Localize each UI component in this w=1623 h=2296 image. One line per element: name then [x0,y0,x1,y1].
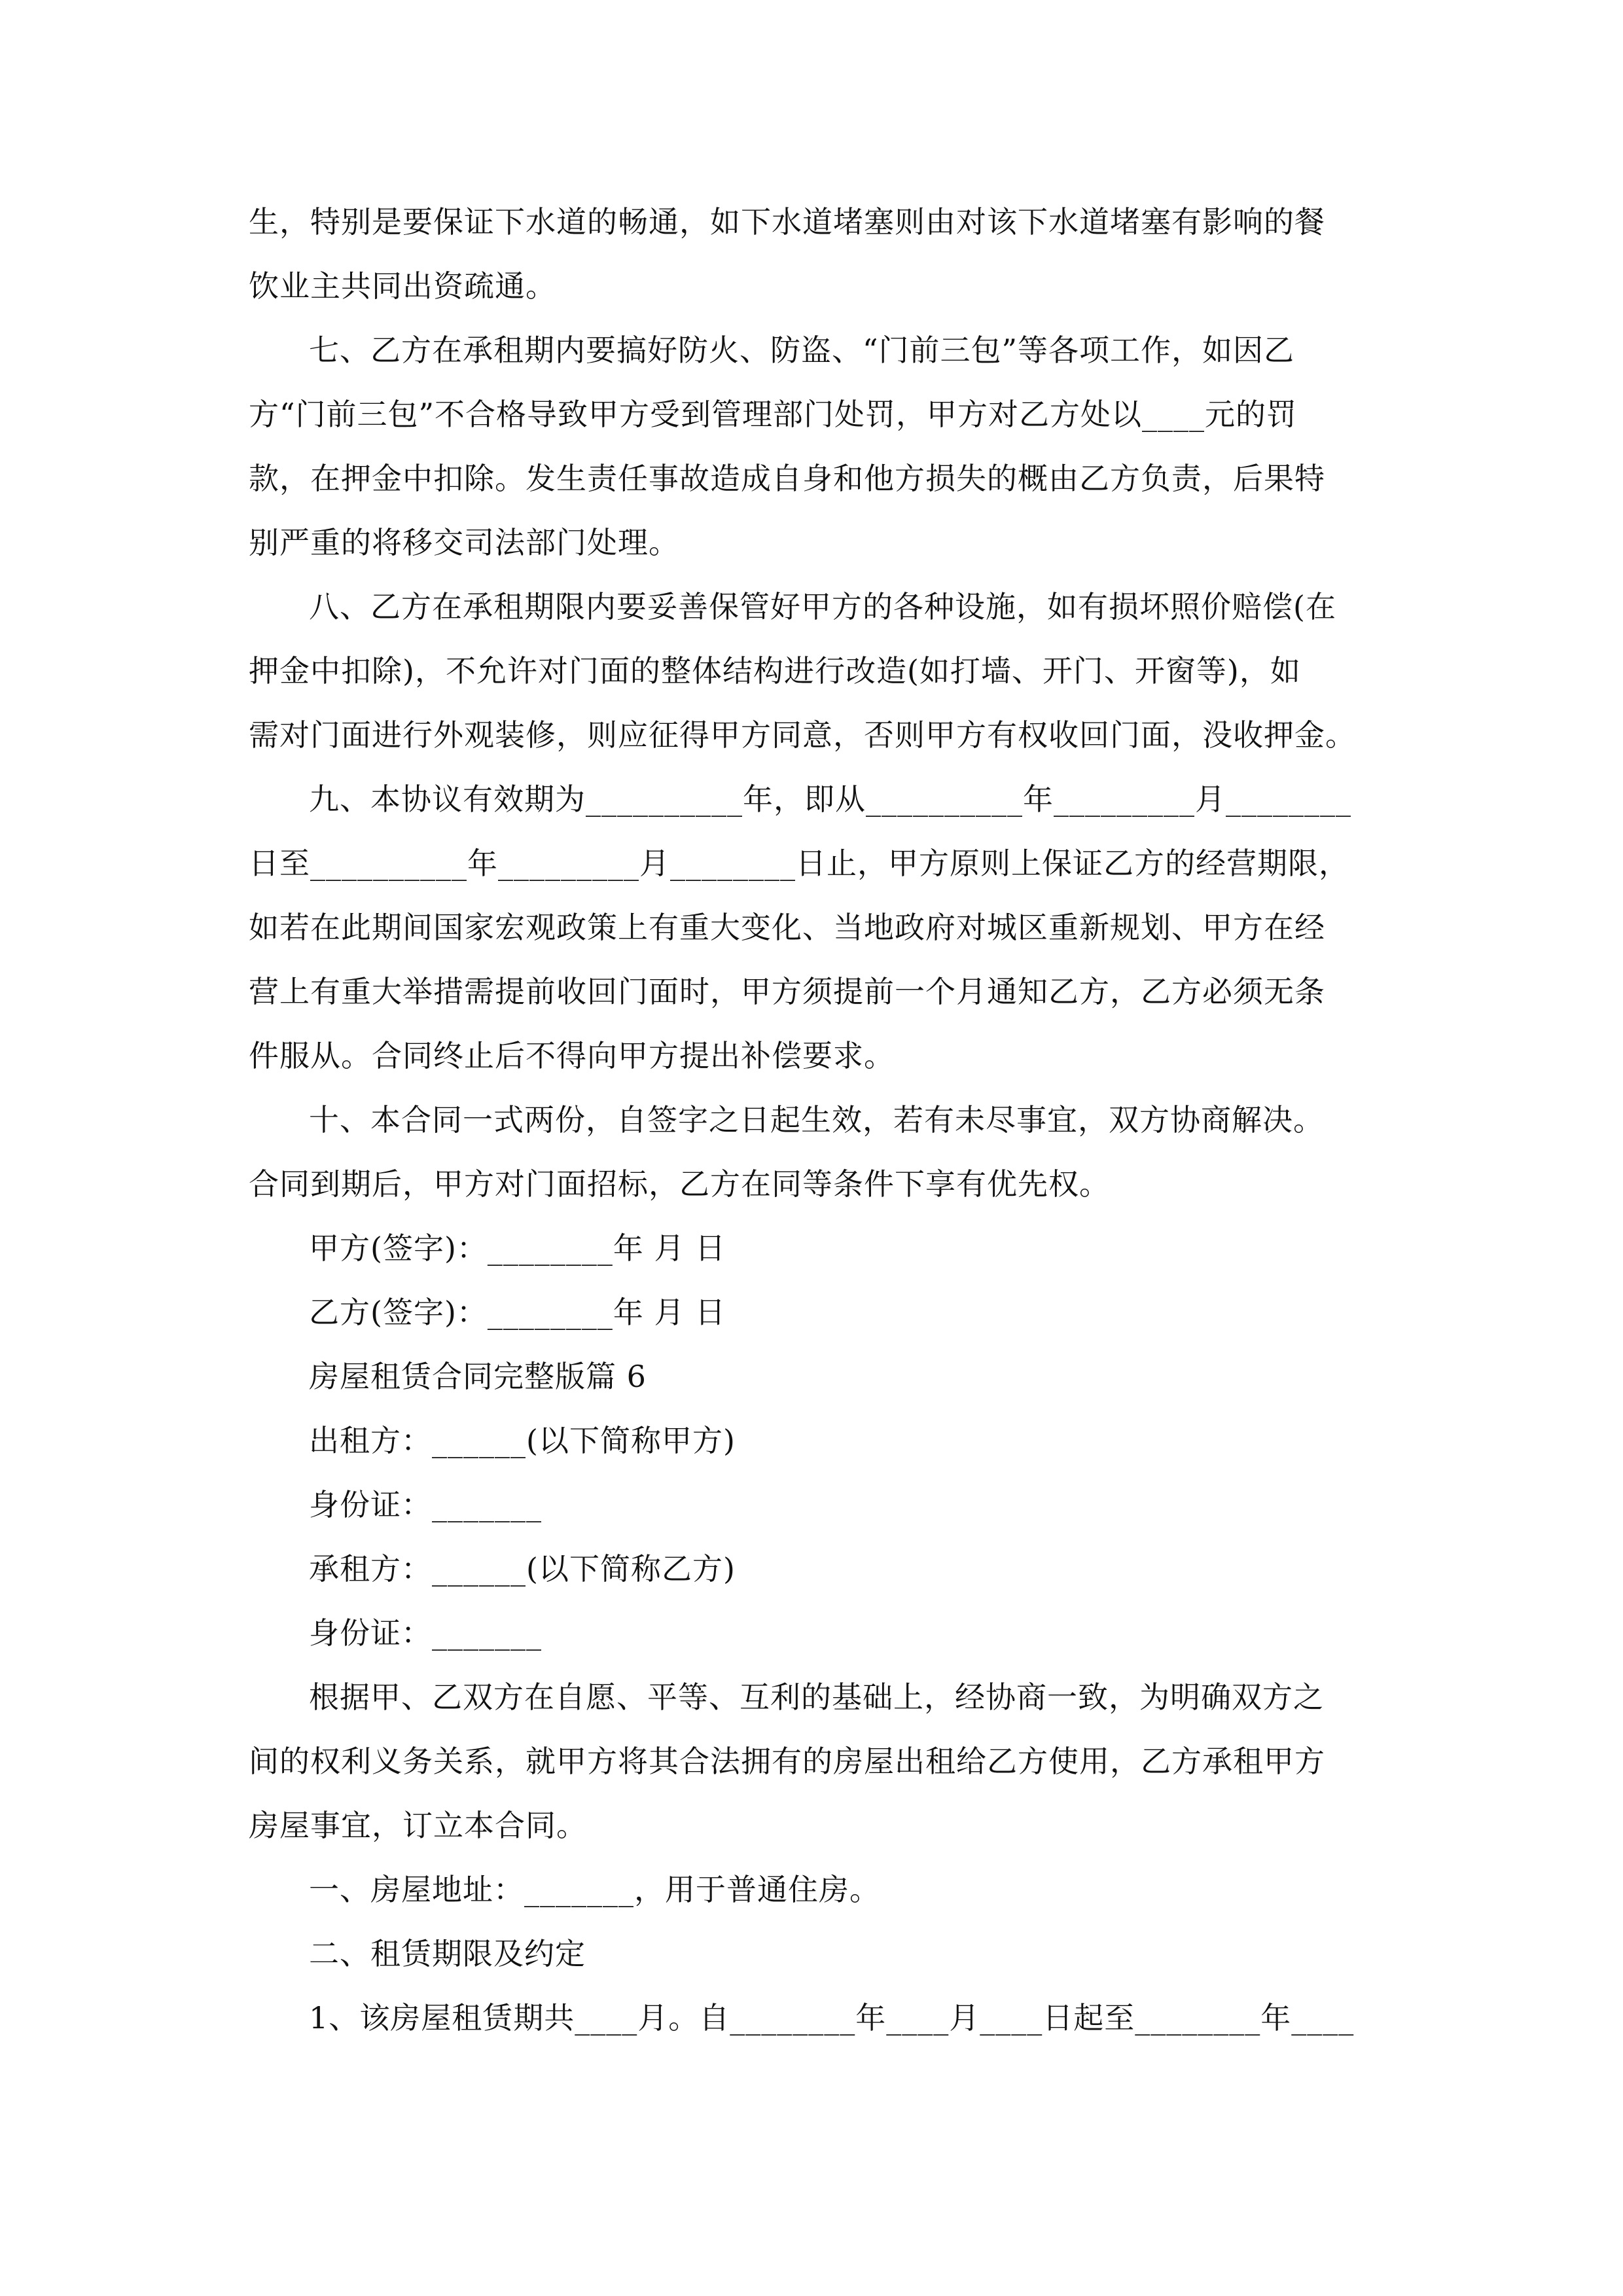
text-line: 件服从。合同终止后不得向甲方提出补偿要求。 [249,1038,895,1073]
text-line: 七、乙方在承租期内要搞好防火、防盗、“门前三包”等各项工作，如因乙 [309,332,1295,368]
text-line: 二、租赁期限及约定 [309,1936,586,1971]
text-line: 1、该房屋租赁期共____月。自________年____月____日起至________年____ [309,2000,1355,2036]
text-line: 别严重的将移交司法部门处理。 [249,525,679,560]
text-line: 需对门面进行外观装修，则应征得甲方同意，否则甲方有权收回门面，没收押金。 [249,717,1356,753]
text-line: 房屋事宜，订立本合同。 [249,1808,587,1843]
text-line: 出租方：______(以下简称甲方) [309,1423,736,1458]
text-line: 营上有重大举措需提前收回门面时，甲方须提前一个月通知乙方，乙方必须无条 [249,974,1325,1009]
text-line: 十、本合同一式两份，自签字之日起生效，若有未尽事宜，双方协商解决。 [309,1102,1324,1138]
text-line: 日至__________年_________月________日止，甲方原则上保证乙方的经营期限， [249,846,1349,881]
text-line: 甲方(签字)：________年 月 日 [309,1230,726,1266]
text-line: 押金中扣除)，不允许对门面的整体结构进行改造(如打墙、开门、开窗等)，如 [249,653,1301,689]
text-line: 九、本协议有效期为__________年，即从__________年_________月________ [309,781,1351,817]
text-line: 承租方：______(以下简称乙方) [309,1551,736,1587]
text-line: 根据甲、乙双方在自愿、平等、互利的基础上，经协商一致，为明确双方之 [309,1679,1324,1715]
text-line: 方“门前三包”不合格导致甲方受到管理部门处罚，甲方对乙方处以____元的罚 [249,397,1298,432]
text-line: 如若在此期间国家宏观政策上有重大变化、当地政府对城区重新规划、甲方在经 [249,910,1325,945]
text-line: 一、房屋地址：_______，用于普通住房。 [309,1872,880,1907]
text-line: 饮业主共同出资疏通。 [249,268,556,304]
text-line: 身份证：_______ [309,1487,542,1522]
text-line: 间的权利义务关系，就甲方将其合法拥有的房屋出租给乙方使用，乙方承租甲方 [249,1744,1325,1779]
text-line: 合同到期后，甲方对门面招标，乙方在同等条件下享有优先权。 [249,1166,1110,1202]
text-line: 房屋租赁合同完整版篇 6 [309,1359,647,1394]
text-line: 八、乙方在承租期限内要妥善保管好甲方的各种设施，如有损坏照价赔偿(在 [309,589,1336,624]
text-line: 生，特别是要保证下水道的畅通，如下水道堵塞则由对该下水道堵塞有影响的餐 [249,204,1325,240]
text-line: 身份证：_______ [309,1615,542,1651]
document-body [249,190,1381,2050]
text-line: 乙方(签字)：________年 月 日 [309,1295,726,1330]
text-line: 款，在押金中扣除。发生责任事故造成自身和他方损失的概由乙方负责，后果特 [249,461,1325,496]
